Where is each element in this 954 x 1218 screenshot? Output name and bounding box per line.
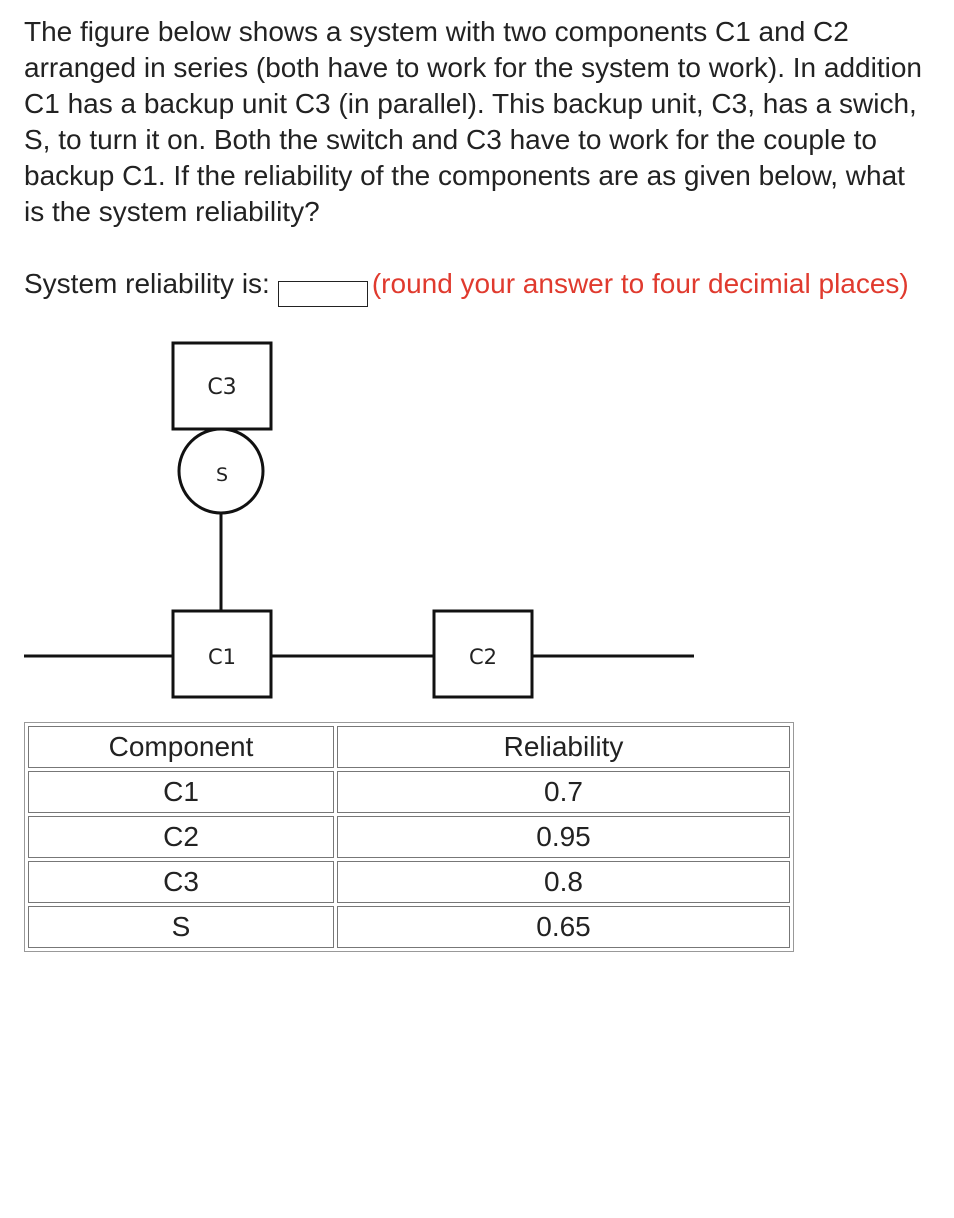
answer-label: System reliability is: bbox=[24, 268, 270, 299]
reliability-cell: 0.65 bbox=[337, 906, 790, 948]
answer-line bbox=[24, 266, 924, 307]
c2-label: C2 bbox=[468, 645, 498, 669]
reliability-cell: 0.95 bbox=[337, 816, 790, 858]
table-row bbox=[28, 906, 790, 948]
c3-block bbox=[173, 343, 271, 429]
switch-block bbox=[179, 429, 263, 513]
component-cell: C2 bbox=[28, 816, 334, 858]
header-component: Component bbox=[28, 726, 334, 768]
reliability-table bbox=[24, 722, 794, 952]
rounding-hint: (round your answer to four decimial places) bbox=[371, 268, 909, 299]
table-row bbox=[28, 861, 790, 903]
c3-label: C3 bbox=[207, 375, 237, 400]
c1-label: C1 bbox=[207, 645, 237, 669]
system-reliability-input[interactable] bbox=[278, 281, 368, 307]
table-row bbox=[28, 771, 790, 813]
header-reliability: Reliability bbox=[337, 726, 790, 768]
table-row bbox=[28, 816, 790, 858]
reliability-cell: 0.7 bbox=[337, 771, 790, 813]
switch-label: S bbox=[215, 464, 229, 486]
reliability-diagram bbox=[0, 330, 954, 710]
c2-block bbox=[434, 611, 532, 697]
question-text: The figure below shows a system with two components C1 and C2 arranged in series (both have to work for the system to work). In addition C1 has a backup unit C3 (in parallel). This backup unit, C3, has a swich, S, to turn it on. Both the switch and C3 have to work for the couple to backup C1. If the reliability of the components are as given below, what is the system reliability? bbox=[24, 16, 922, 227]
c1-block bbox=[173, 611, 271, 697]
reliability-cell: 0.8 bbox=[337, 861, 790, 903]
table-header-row bbox=[28, 726, 790, 768]
component-cell: C1 bbox=[28, 771, 334, 813]
component-cell: S bbox=[28, 906, 334, 948]
component-cell: C3 bbox=[28, 861, 334, 903]
